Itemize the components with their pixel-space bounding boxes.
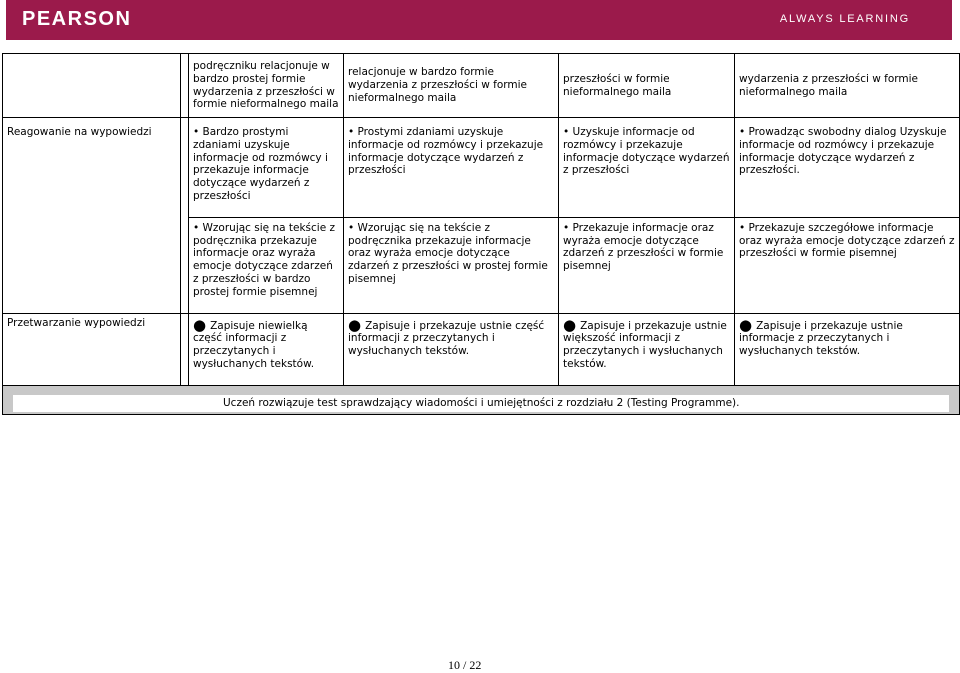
criteria-text: Prowadząc swobodny dialog Uzyskuje informacje od rozmówcy i przekazuje informacje dotyczące wydarzeń z przeszłości.: [739, 126, 947, 177]
criteria-cell: • Bardzo prostymi zdaniami uzyskuje informacje od rozmówcy i przekazuje informacje dotyczące wydarzeń z przeszłości: [189, 118, 344, 218]
criteria-text: Prostymi zdaniami uzyskuje informacje od rozmówcy i przekazuje informacje dotyczące wydarzeń z przeszłości: [348, 126, 544, 177]
criteria-cell: [559, 313, 735, 385]
header-cell: podręczniku relacjonuje w bardzo prostej formie wydarzenia z przeszłości w formie nieformalnego maila: [189, 54, 344, 118]
criteria-text: Wzorując się na tekście z podręcznika przekazuje informacje oraz wyraża emocje dotyczące zdarzeń z przeszłości w prostej formie pisemnej: [348, 221, 548, 285]
header-cell: [3, 54, 181, 118]
criteria-text: Bardzo prostymi zdaniami uzyskuje informacje od rozmówcy i przekazuje informacje dotyczące wydarzeń z przeszłości: [193, 126, 328, 202]
criteria-text: Zapisuje i przekazuje ustnie większość informacji z przeczytanych i wysłuchanych tekstów.: [563, 319, 727, 370]
criteria-text: Wzorując się na tekście z podręcznika przekazuje informacje oraz wyraża emocje dotyczące zdarzeń z przeszłości w bardzo prostej formie pisemnej: [193, 221, 336, 298]
table-header-row: [3, 54, 960, 118]
criteria-cell: • Wzorując się na tekście z podręcznika przekazuje informacje oraz wyraża emocje dotyczące zdarzeń z przeszłości w bardzo prostej formie pisemnej: [189, 217, 344, 313]
criteria-text: Przekazuje szczegółowe informacje oraz wyraża emocje dotyczące zdarzeń z przeszłości w formie pisemnej: [739, 221, 955, 260]
bullet-icon: ●: [739, 315, 753, 334]
criteria-text: Zapisuje i przekazuje ustnie część informacji z przeczytanych i wysłuchanych tekstów.: [348, 319, 545, 358]
bullet-icon: ●: [348, 315, 362, 334]
page-number: 10 / 22: [448, 658, 482, 672]
footer-cell: [3, 385, 960, 414]
criteria-text: Przekazuje informacje oraz wyraża emocje dotyczące zdarzeń z przeszłości w formie pisemnej: [563, 221, 724, 273]
table-row: [3, 313, 960, 385]
table-row: [3, 118, 960, 218]
criteria-cell: • Uzyskuje informacje od rozmówcy i przekazuje informacje dotyczące wydarzeń z przeszłości: [559, 118, 735, 218]
footer-text: Uczeń rozwiązuje test sprawdzający wiadomości i umiejętności z rozdziału 2 (Testing Programme).: [13, 395, 949, 412]
criteria-text: Uzyskuje informacje od rozmówcy i przekazuje informacje dotyczące wydarzeń z przeszłości: [563, 126, 730, 177]
criteria-cell: • Prostymi zdaniami uzyskuje informacje od rozmówcy i przekazuje informacje dotyczące wydarzeń z przeszłości: [344, 118, 559, 218]
pearson-banner: [6, 0, 952, 40]
bullet-icon: ●: [193, 315, 207, 334]
spacer-cell: [181, 313, 189, 385]
criteria-cell: [735, 313, 960, 385]
table-footer-row: [3, 385, 960, 414]
criteria-cell: [344, 313, 559, 385]
criteria-cell: • Przekazuje szczegółowe informacje oraz wyraża emocje dotyczące zdarzeń z przeszłości w formie pisemnej: [735, 217, 960, 313]
pearson-logo: PEARSON: [22, 8, 132, 30]
spacer-cell: [181, 118, 189, 314]
header-cell: przeszłości w formie nieformalnego maila: [559, 54, 735, 118]
row-label: Reagowanie na wypowiedzi: [3, 118, 181, 314]
criteria-text: Zapisuje i przekazuje ustnie informacje z przeczytanych i wysłuchanych tekstów.: [739, 319, 903, 358]
row-label: Przetwarzanie wypowiedzi: [3, 313, 181, 385]
criteria-cell: • Wzorując się na tekście z podręcznika przekazuje informacje oraz wyraża emocje dotyczące zdarzeń z przeszłości w prostej formie pisemnej: [344, 217, 559, 313]
criteria-cell: • Prowadząc swobodny dialog Uzyskuje informacje od rozmówcy i przekazuje informacje dotyczące wydarzeń z przeszłości.: [735, 118, 960, 218]
bullet-icon: ●: [563, 315, 577, 334]
header-cell: [181, 54, 189, 118]
criteria-text: Zapisuje niewielką część informacji z przeczytanych i wysłuchanych tekstów.: [193, 319, 315, 370]
tagline: ALWAYS LEARNING: [779, 13, 910, 25]
assessment-table: [2, 53, 960, 415]
header-cell: relacjonuje w bardzo formie wydarzenia z przeszłości w formie nieformalnego maila: [344, 54, 559, 118]
criteria-cell: • Przekazuje informacje oraz wyraża emocje dotyczące zdarzeń z przeszłości w formie pisemnej: [559, 217, 735, 313]
header-cell: wydarzenia z przeszłości w formie nieformalnego maila: [735, 54, 960, 118]
criteria-cell: [189, 313, 344, 385]
